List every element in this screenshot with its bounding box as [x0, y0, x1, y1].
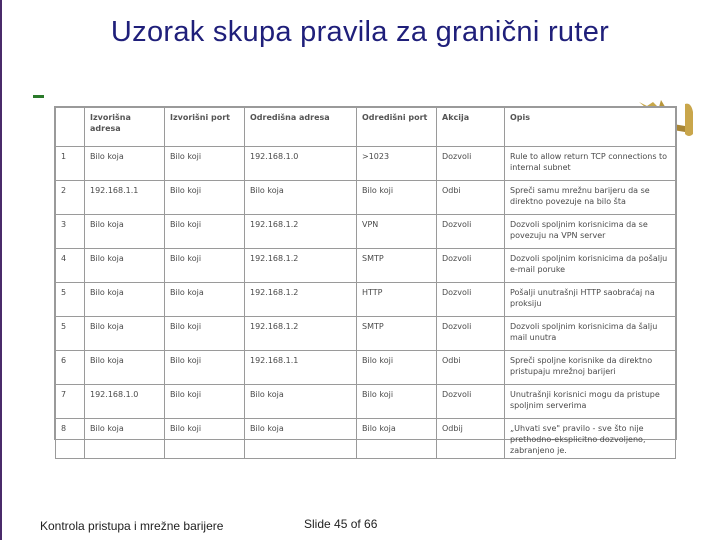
left-border-line — [0, 0, 2, 540]
cell-source-port: Bilo koji — [165, 351, 245, 385]
cell-destination-address: 192.168.1.1 — [245, 351, 357, 385]
cell-source-port: Bilo koji — [165, 385, 245, 419]
cell-action: Odbi — [437, 181, 505, 215]
cell-destination-port: Bilo koji — [357, 351, 437, 385]
cell-source-address: Bilo koja — [85, 317, 165, 351]
table-row — [56, 317, 676, 351]
cell-source-address: Bilo koja — [85, 147, 165, 181]
cell-destination-port: SMTP — [357, 317, 437, 351]
cell-source-port: Bilo koji — [165, 419, 245, 459]
firewall-rules-table — [55, 107, 676, 459]
cell-destination-port: SMTP — [357, 249, 437, 283]
cell-action: Odbij — [437, 419, 505, 459]
cell-source-address: Bilo koja — [85, 283, 165, 317]
slide-title: Uzorak skupa pravila za granični ruter — [110, 16, 610, 48]
table-header-row — [56, 108, 676, 147]
cell-index: 1 — [56, 147, 85, 181]
bullet-dash — [33, 95, 44, 98]
cell-index: 6 — [56, 351, 85, 385]
cell-destination-address: Bilo koja — [245, 419, 357, 459]
cell-source-port: Bilo koji — [165, 317, 245, 351]
cell-action: Dozvoli — [437, 249, 505, 283]
table-row — [56, 419, 676, 459]
rules-table-container — [54, 106, 677, 455]
cell-source-address: Bilo koja — [85, 351, 165, 385]
header-destination-port: Odredišni port — [357, 108, 437, 147]
cell-source-port: Bilo koji — [165, 147, 245, 181]
cell-source-address: 192.168.1.1 — [85, 181, 165, 215]
cell-description: Dozvoli spoljnim korisnicima da se povezuju na VPN server — [505, 215, 676, 249]
cell-destination-address: 192.168.1.0 — [245, 147, 357, 181]
cell-description: Spreči samu mrežnu barijeru da se direktno povezuje na bilo šta — [505, 181, 676, 215]
cell-destination-address: 192.168.1.2 — [245, 283, 357, 317]
cell-destination-port: Bilo koja — [357, 419, 437, 459]
cell-source-address: Bilo koja — [85, 419, 165, 459]
cell-description: Dozvoli spoljnim korisnicima da šalju mail unutra — [505, 317, 676, 351]
cell-description: Pošalji unutrašnji HTTP saobraćaj na proksiju — [505, 283, 676, 317]
table-row — [56, 385, 676, 419]
cell-index: 2 — [56, 181, 85, 215]
table-row — [56, 283, 676, 317]
header-description: Opis — [505, 108, 676, 147]
table-row — [56, 181, 676, 215]
header-destination-address: Odredišna adresa — [245, 108, 357, 147]
cell-destination-address: Bilo koja — [245, 385, 357, 419]
cell-source-port: Bilo koji — [165, 215, 245, 249]
header-source-port: Izvorišni port — [165, 108, 245, 147]
cell-action: Dozvoli — [437, 385, 505, 419]
cell-source-address: Bilo koja — [85, 215, 165, 249]
cell-index: 7 — [56, 385, 85, 419]
cell-index: 5 — [56, 283, 85, 317]
cell-destination-address: Bilo koja — [245, 181, 357, 215]
cell-action: Dozvoli — [437, 317, 505, 351]
cell-action: Dozvoli — [437, 147, 505, 181]
cell-source-address: 192.168.1.0 — [85, 385, 165, 419]
cell-source-port: Bilo koji — [165, 249, 245, 283]
cell-destination-port: VPN — [357, 215, 437, 249]
cell-index: 5 — [56, 317, 85, 351]
cell-source-port: Bilo koja — [165, 283, 245, 317]
table-row — [56, 215, 676, 249]
cell-destination-port: Bilo koji — [357, 385, 437, 419]
cell-description: „Uhvati sve" pravilo - sve što nije prethodno-eksplicitno dozvoljeno, zabranjeno je. — [505, 419, 676, 459]
cell-destination-port: >1023 — [357, 147, 437, 181]
cell-description: Unutrašnji korisnici mogu da pristupe spoljnim serverima — [505, 385, 676, 419]
cell-action: Dozvoli — [437, 283, 505, 317]
footer-slide-number: Slide 45 of 66 — [304, 517, 378, 531]
header-index — [56, 108, 85, 147]
cell-destination-address: 192.168.1.2 — [245, 215, 357, 249]
table-row — [56, 351, 676, 385]
cell-action: Dozvoli — [437, 215, 505, 249]
cell-index: 3 — [56, 215, 85, 249]
table-row — [56, 147, 676, 181]
table-row — [56, 249, 676, 283]
cell-source-port: Bilo koji — [165, 181, 245, 215]
cell-action: Odbi — [437, 351, 505, 385]
cell-destination-port: HTTP — [357, 283, 437, 317]
cell-source-address: Bilo koja — [85, 249, 165, 283]
cell-destination-port: Bilo koji — [357, 181, 437, 215]
header-action: Akcija — [437, 108, 505, 147]
cell-destination-address: 192.168.1.2 — [245, 317, 357, 351]
footer-course-title: Kontrola pristupa i mrežne barijere — [40, 519, 224, 533]
cell-description: Spreči spoljne korisnike da direktno pristupaju mrežnoj barijeri — [505, 351, 676, 385]
cell-destination-address: 192.168.1.2 — [245, 249, 357, 283]
cell-index: 8 — [56, 419, 85, 459]
cell-description: Dozvoli spoljnim korisnicima da pošalju e-mail poruke — [505, 249, 676, 283]
cell-index: 4 — [56, 249, 85, 283]
cell-description: Rule to allow return TCP connections to internal subnet — [505, 147, 676, 181]
header-source-address: Izvorišna adresa — [85, 108, 165, 147]
